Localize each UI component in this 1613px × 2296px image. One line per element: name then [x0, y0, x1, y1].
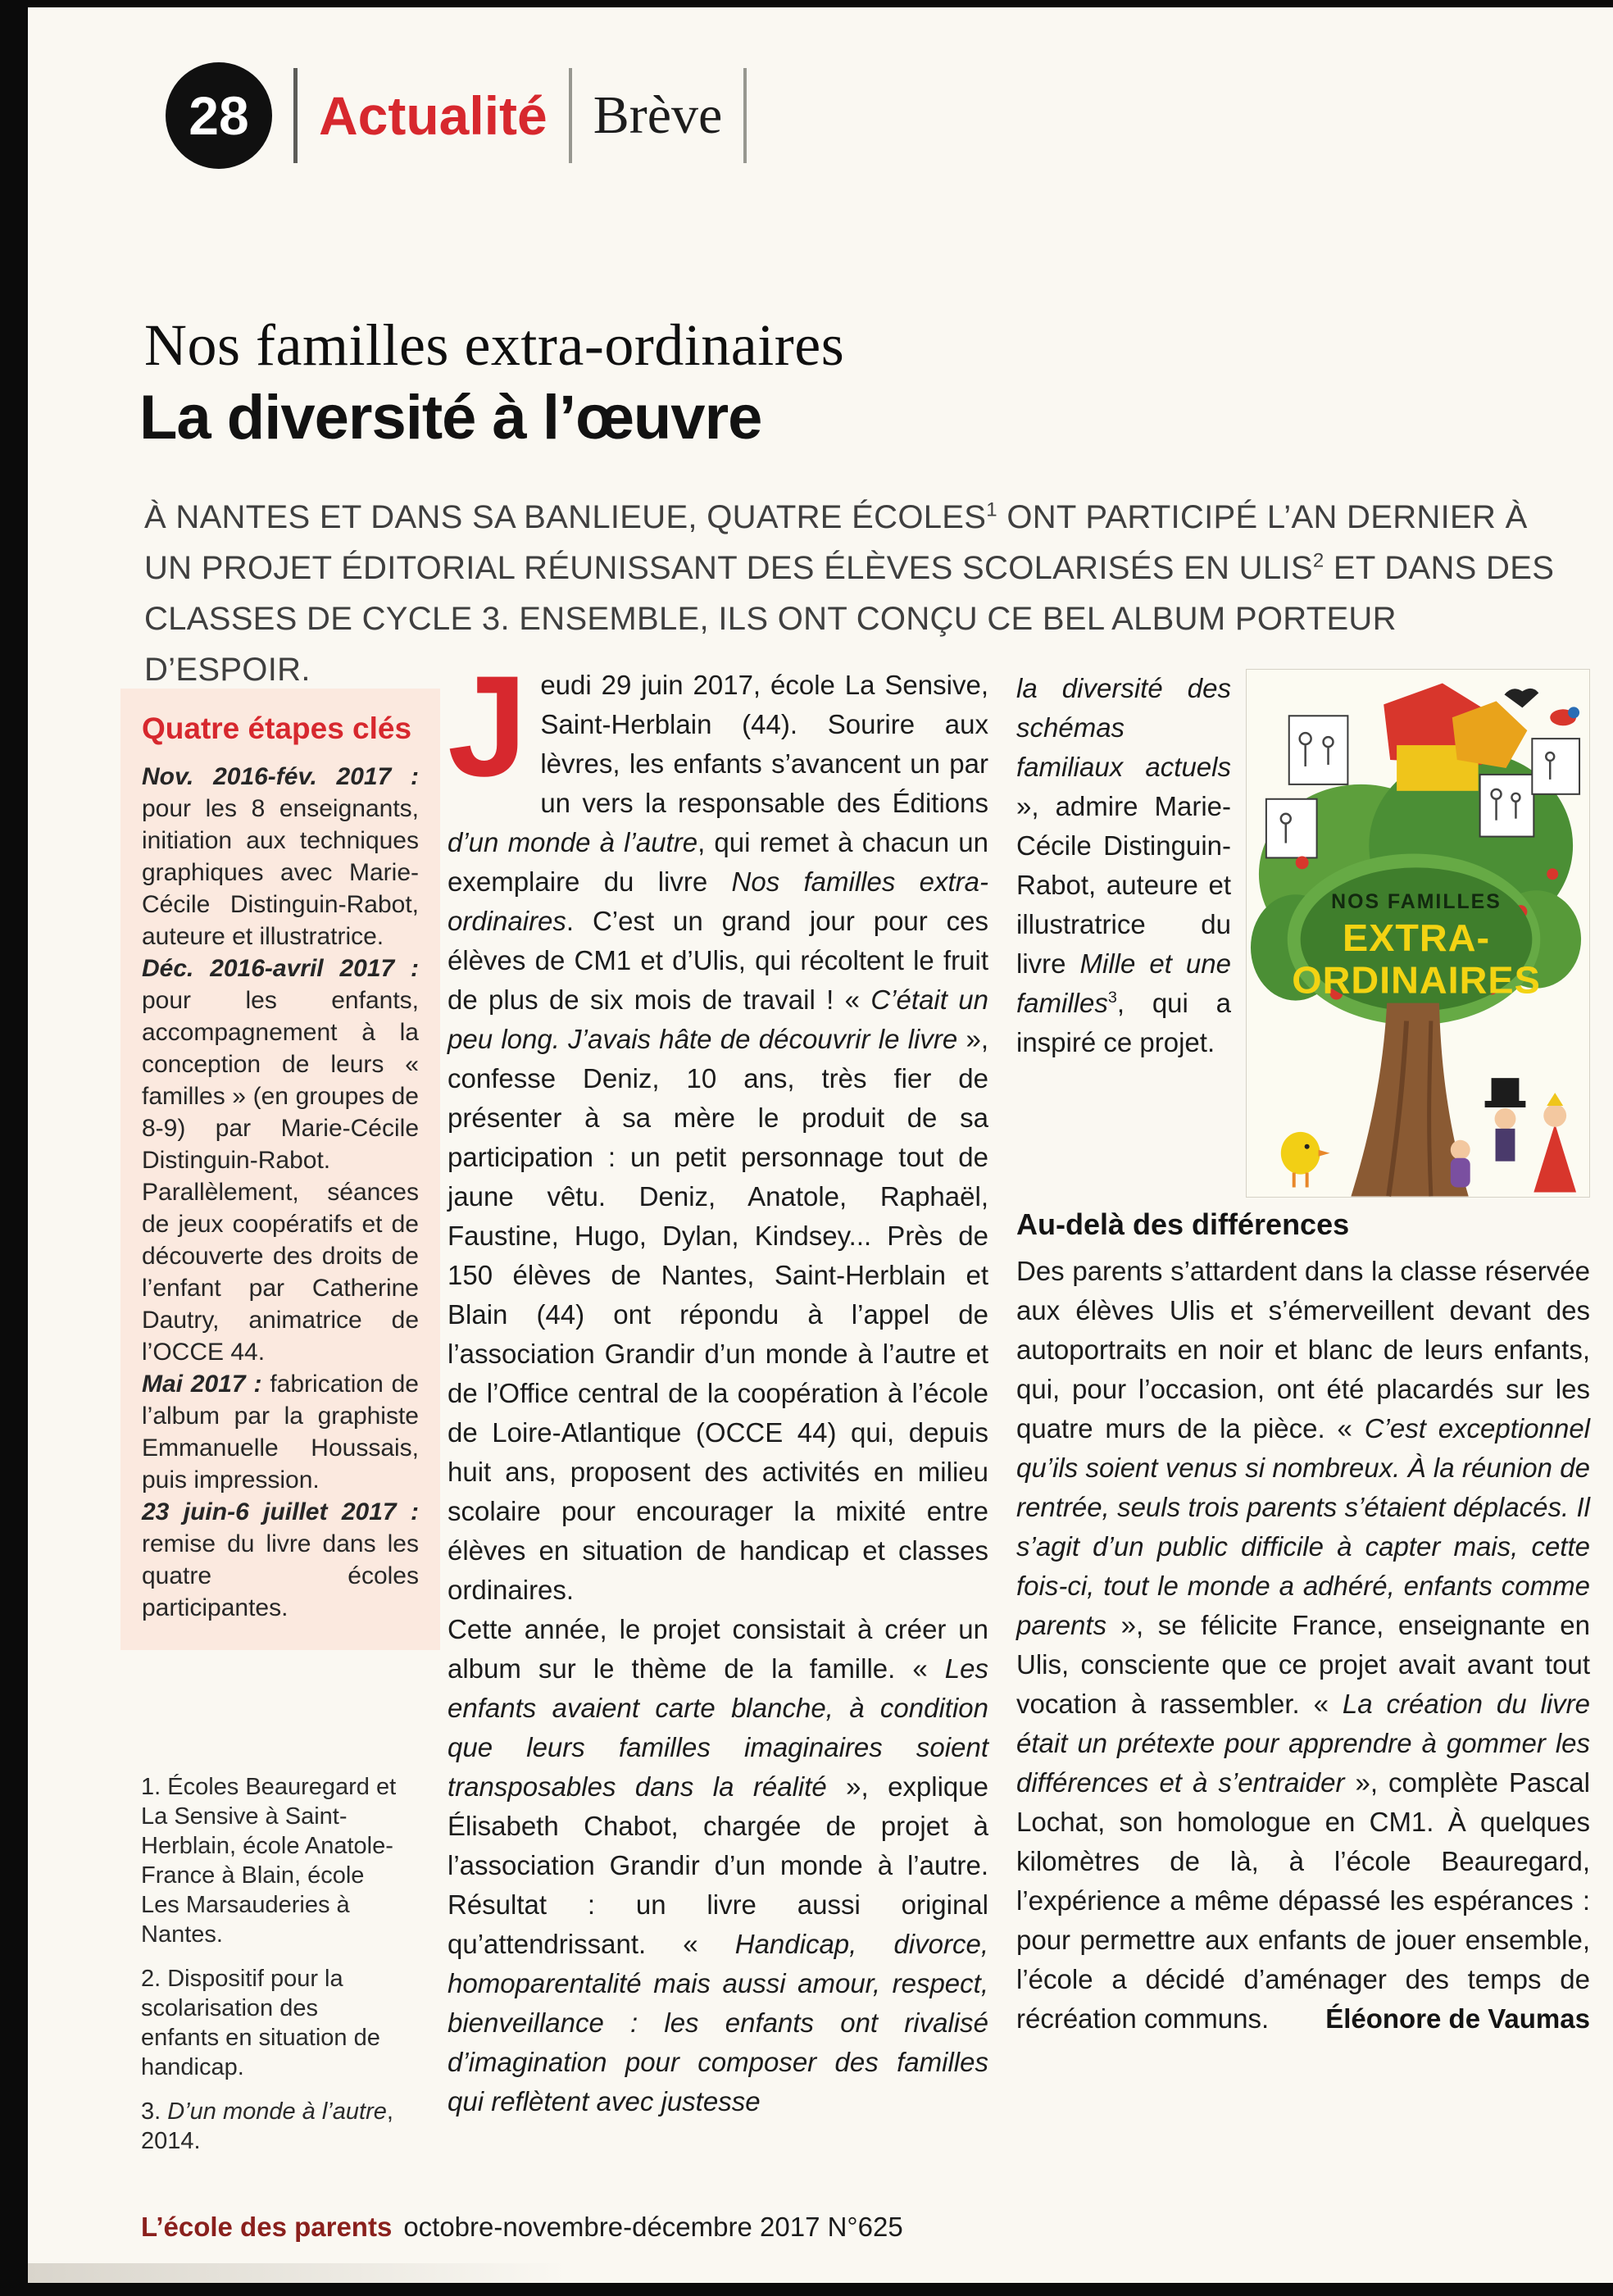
dropcap-letter: J — [448, 647, 528, 807]
scan-edge-top — [0, 0, 1613, 7]
article-column-2 — [1016, 669, 1590, 2039]
paragraph — [1016, 1252, 1590, 2039]
key-step: Déc. 2016-avril 2017 : pour les enfants, accompagnement à la conception de leurs « familles » (en groupes de 8-9) par Marie-Cécile Distinguin-Rabot. Parallèlement, séances de jeux coopératifs et de découverte des droits de l’enfant par Catherine Dautry, animatrice de l’OCCE 44. — [142, 955, 419, 1366]
page-header — [166, 61, 747, 170]
book-cover-illustration — [1247, 670, 1589, 1197]
key-step: 23 juin-6 juillet 2017 : remise du livre dans les quatre écoles participantes. — [142, 1498, 419, 1621]
article-column-1 — [448, 647, 989, 2121]
page-footer — [141, 2212, 903, 2243]
scan-shadow — [28, 2263, 569, 2283]
page-number: 28 — [189, 85, 249, 146]
header-divider — [293, 68, 298, 163]
paragraph: la diversité des schémas familiaux actuels », admire Marie-Cécile Distinguin-Rabot, auteure et illustratrice du livre Mille et une familles$^3$, qui a inspiré ce projet. — [1016, 673, 1231, 1057]
scan-edge-bottom — [0, 2283, 1613, 2296]
byline: Éléonore de Vaumas — [1325, 2003, 1590, 2034]
key-step: Nov. 2016-fév. 2017 : pour les 8 enseignants, initiation aux techniques graphiques avec Marie-Cécile Distinguin-Rabot, auteure et illustratrice. — [142, 763, 419, 950]
section-subhead: Au-delà des différences — [1016, 1207, 1350, 1241]
paragraph-text: eudi 29 juin 2017, école La Sensive, Saint-Herblain (44). Sourire aux lèvres, les enfants s’avancent un par un vers la responsable des Éditions d’un monde à l’autre, qui remet à chacun un exemplaire du livre Nos familles extra-ordinaires. C’est un grand jour pour ces élèves de CM1 et d’Ulis, qui récoltent le fruit de plus de six mois de travail ! « C’était un peu long. J’avais hâte de découvrir le livre », confesse Deniz, 10 ans, très fier de présenter à sa mère le produit de sa participation : un petit personnage tout de jaune vêtu. Deniz, Anatole, Raphaël, Faustine, Hugo, Dylan, Kindsey... Près de 150 élèves de Nantes, Saint-Herblain et Blain (44) ont répondu à l’appel de l’association Grandir d’un monde à l’autre et de l’Office central de la coopération à l’école de Loire-Atlantique (OCCE 44) qui, depuis huit ans, proposent des activités en milieu scolaire pour encourager la mixité entre élèves en situation de handicap et classes ordinaires. — [448, 670, 989, 1605]
header-divider — [743, 68, 747, 163]
cover-title-main: EXTRA- — [1342, 916, 1491, 959]
footnotes — [141, 1772, 397, 2171]
paragraph: Cette année, le projet consistait à créer un album sur le thème de la famille. « Les enfants avaient carte blanche, à condition que leurs familles imaginaires soient transposables dans la réalité », explique Élisabeth Chabot, chargée de projet à l’association Grandir d’un monde à l’autre. Résultat : un livre aussi original qu’attendrissant. « Handicap, divorce, homoparentalité mais aussi amour, respect, bienveillance : les enfants ont rivalisé d’imagination pour composer des familles qui reflètent avec justesse — [448, 1614, 988, 2116]
header-divider — [569, 68, 572, 163]
paragraph-text: Des parents s’attardent dans la classe réservée aux élèves Ulis et s’émerveillent devant des autoportraits en noir et blanc de leurs enfants, qui, pour l’occasion, ont été placardés sur les quatre murs de la pièce. « C’est exceptionnel qu’ils soient venus si nombreux. À la réunion de rentrée, seuls trois parents s’étaient déplacés. Il s’agit d’un public difficile à capter mais, cette fois-ci, tout le monde a adhéré, enfants comme parents », se félicite France, enseignante en Ulis, consciente que ce projet avait avant tout vocation à rassembler. « La création du livre était un prétexte pour apprendre à gommer les différences et à s’entraider », complète Pascal Lochat, son homologue en CM1. À quelques kilomètres de là, à l’école Beauregard, l’expérience a même dépassé les espérances : pour permettre aux enfants de jouer ensemble, l’école a décidé d’aménager des temps de récréation communs. — [1016, 1256, 1591, 2034]
article-title: La diversité à l’œuvre — [139, 383, 762, 452]
footnote: 2. Dispositif pour la scolarisation des enfants en situation de handicap. — [141, 1966, 380, 2080]
footnote: 3. D’un monde à l’autre, 2014. — [141, 2098, 393, 2154]
section-label: Actualité — [319, 85, 548, 146]
issue-info: octobre-novembre-décembre 2017 N°625 — [403, 2212, 903, 2242]
cover-title-top: NOS FAMILLES — [1331, 890, 1502, 914]
scan-edge-left — [0, 0, 28, 2296]
book-cover-image — [1246, 669, 1590, 1198]
article-kicker: Nos familles extra-ordinaires — [144, 312, 845, 378]
paragraph — [448, 647, 989, 1610]
rubric-label: Brève — [593, 85, 723, 145]
cover-title-bottom: ORDINAIRES — [1292, 958, 1541, 1002]
key-steps-title: Quatre étapes clés — [142, 712, 412, 745]
page-number-badge — [166, 62, 272, 169]
standfirst: À NANTES ET DANS SA BANLIEUE, QUATRE ÉCOLES$^1$ ONT PARTICIPÉ L’AN DERNIER À UN PROJET ÉDITORIAL RÉUNISSANT DES ÉLÈVES SCOLARISÉS EN ULIS$^2$ ET DANS DES CLASSES DE CYCLE 3. ENSEMBLE, ILS ONT CONÇU CE BEL ALBUM PORTEUR D’ESPOIR. — [144, 498, 1555, 688]
magazine-name: L’école des parents — [141, 2212, 393, 2242]
footnote: 1. Écoles Beauregard et La Sensive à Saint-Herblain, école Anatole-France à Blain, école Les Marsauderies à Nantes. — [141, 1774, 397, 1948]
key-step: Mai 2017 : fabrication de l’album par la graphiste Emmanuelle Houssais, puis impression. — [142, 1371, 419, 1494]
key-steps-box — [120, 689, 440, 1650]
